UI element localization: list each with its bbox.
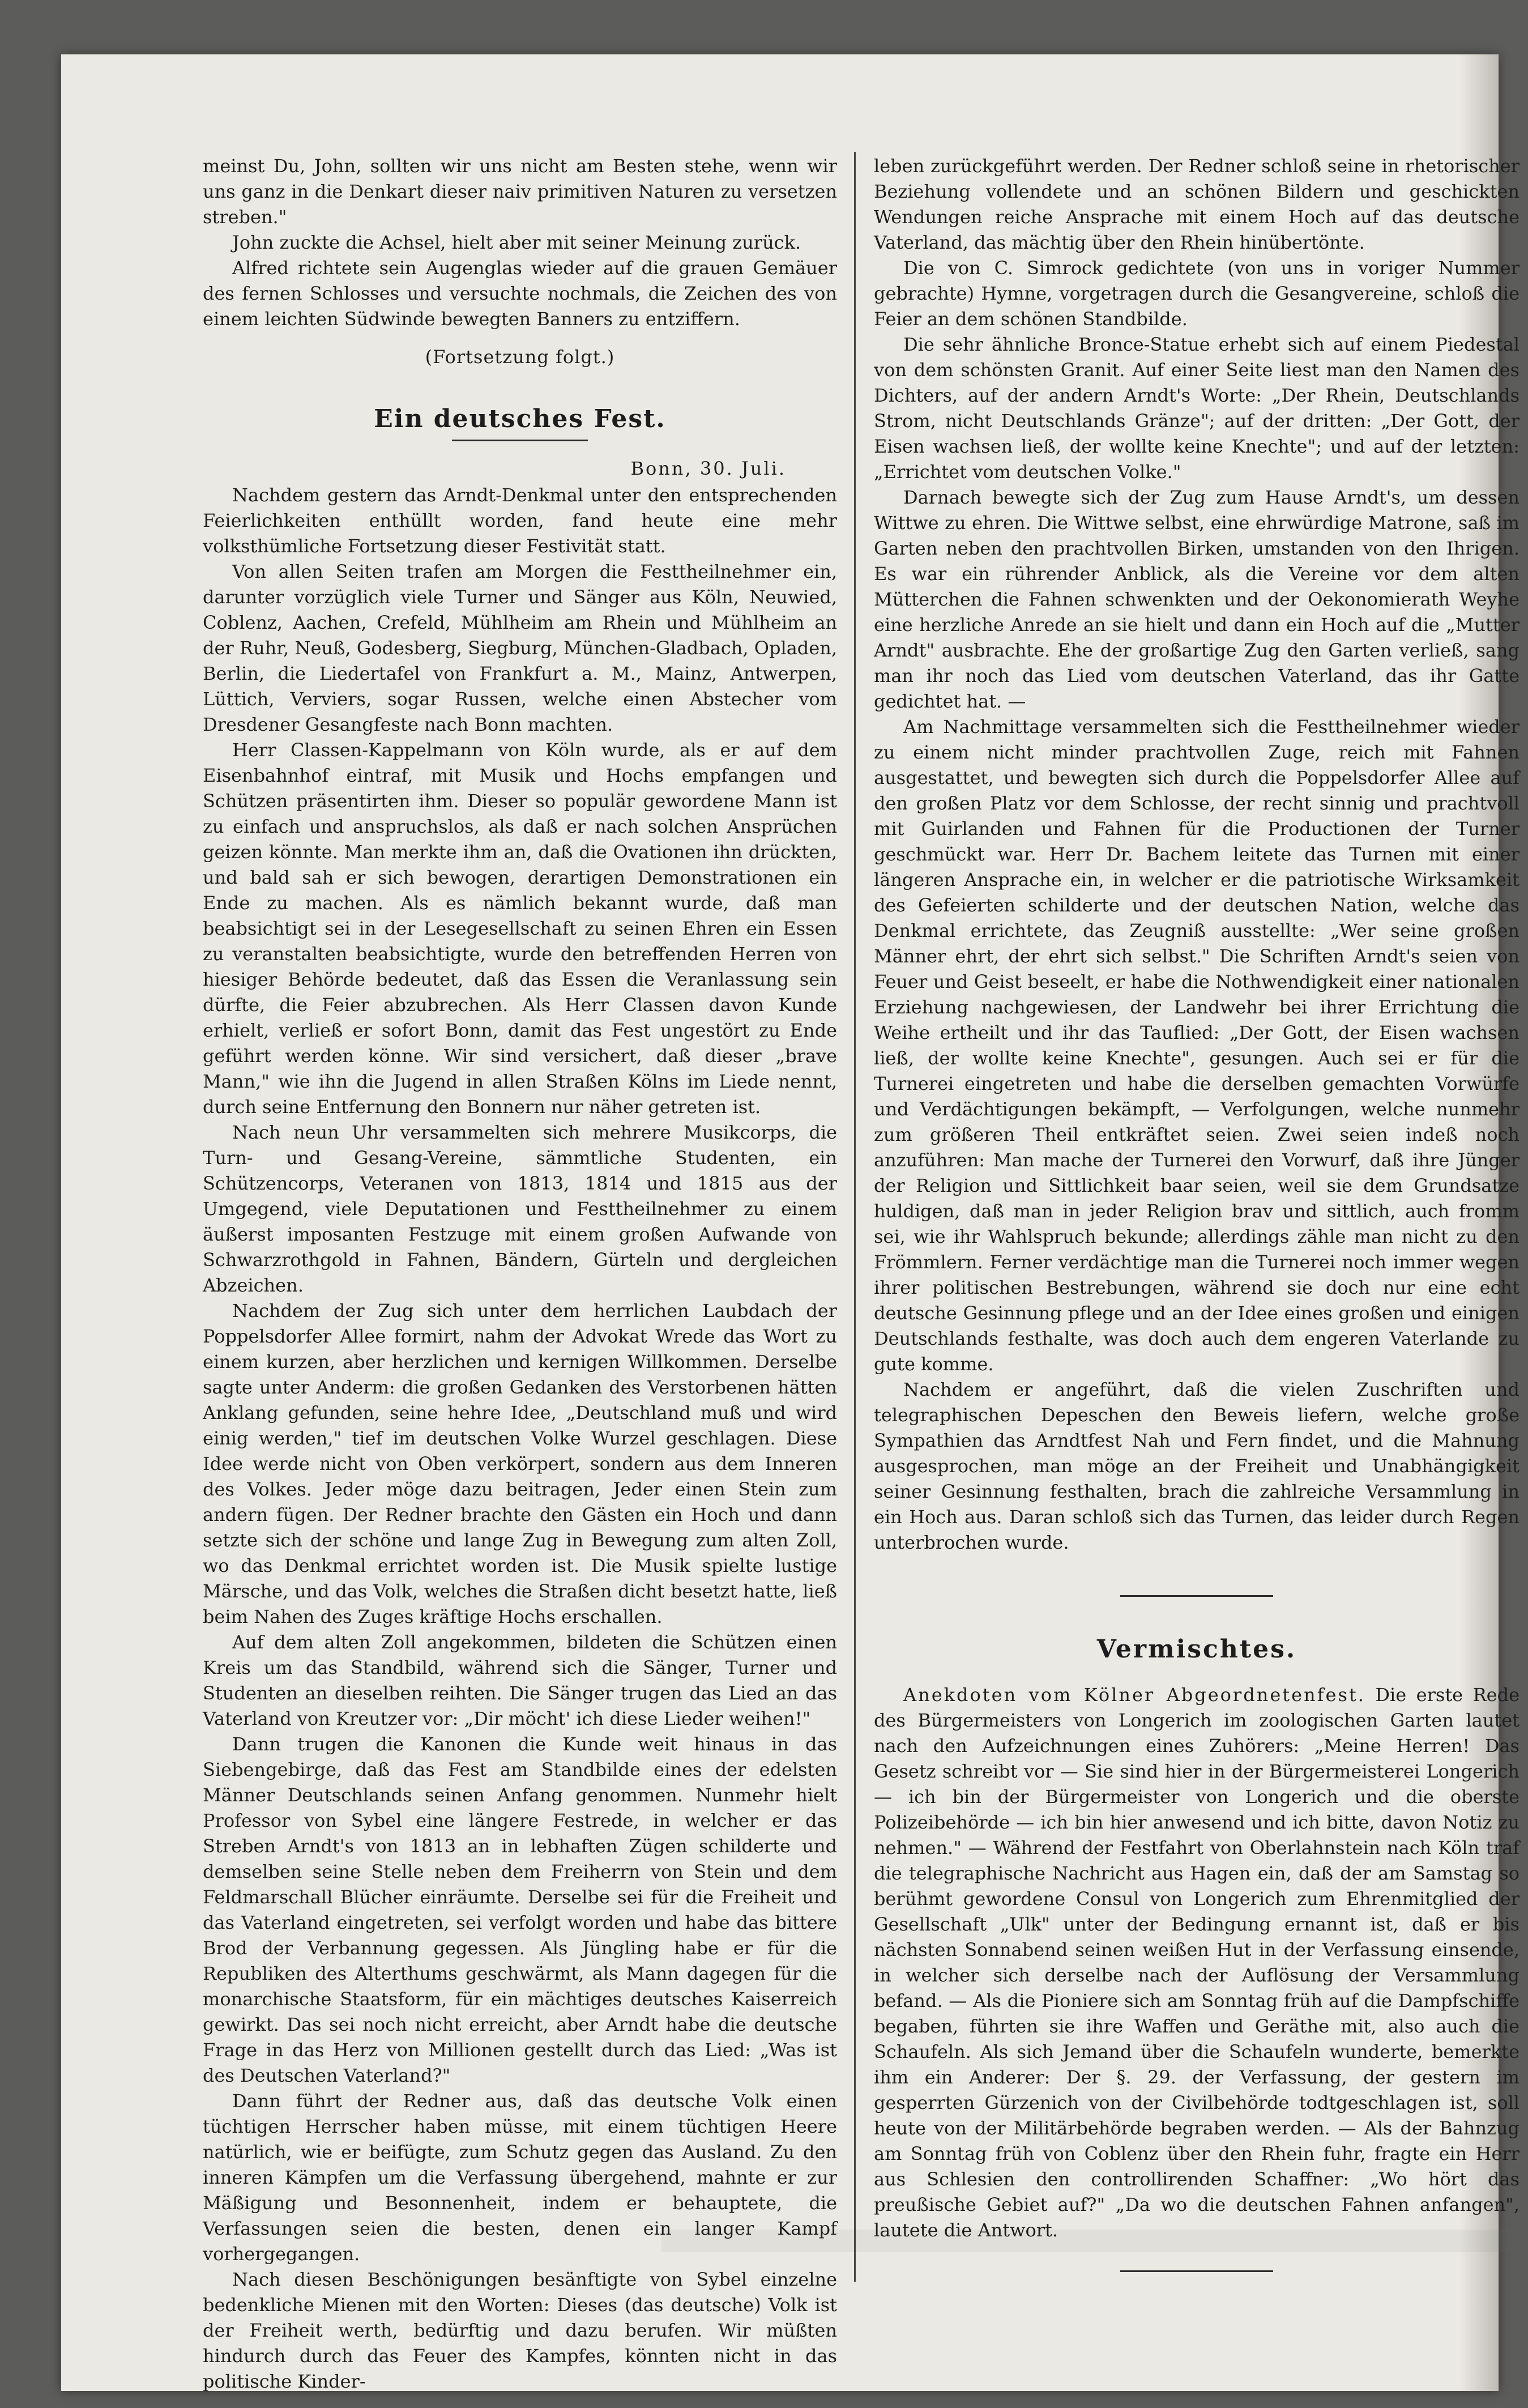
article-paragraph: Darnach bewegte sich der Zug zum Hause Arndt's, um dessen Wittwe zu ehren. Die Wittwe selbst, eine ehrwürdige Matrone, saß im Garten neben den prachtvollen Birken, umstanden von den Ihrigen. Es war ein rührender Anblick, als die Vereine vor dem alten Mütterchen die Fahnen schwenkten und der Oekonomierath Weyhe eine herzliche Anrede an sie hielt und dann ein Hoch auf die „Mutter Arndt" ausbrachte. Ehe der großartige Zug den Garten verließ, sang man ihr noch das Lied vom deutschen Vaterland, das ihr Gatte gedichtet hat. — (874, 487, 1520, 712)
column-divider (854, 152, 856, 2282)
misc-lead: Anekdoten vom Kölner Abgeordnetenfest. (903, 1684, 1365, 1706)
article-paragraph: Nach neun Uhr versammelten sich mehrere Musikcorps, die Turn- und Gesang-Vereine, sämmtliche Studenten, ein Schützencorps, Veteranen von 1813, 1814 und 1815 aus der Umgegend, viele Deputationen und Festtheilnehmer zu einem äußerst imposanten Festzuge mit einem großen Aufwande von Schwarzrothgold in Fahnen, Bändern, Gürteln und dergleichen Abzeichen. (203, 1122, 837, 1296)
section-rule (1120, 1595, 1273, 1597)
newspaper-page (61, 54, 1520, 2392)
article-paragraph: Von allen Seiten trafen am Morgen die Festtheilnehmer ein, darunter vorzüglich viele Turner und Sänger aus Köln, Neuwied, Coblenz, Aachen, Crefeld, Mühlheim am Rhein und Mühlheim an der Ruhr, Neuß, Godesberg, Siegburg, München-Gladbach, Opladen, Berlin, die Liedertafel von Frankfurt a. M., Mainz, Antwerpen, Lüttich, Verviers, sogar Russen, welche einen Abstecher vom Dresdener Gesangfeste nach Bonn machten. (203, 561, 837, 735)
story-paragraph: John zuckte die Achsel, hielt aber mit seiner Meinung zurück. (232, 232, 801, 253)
article-paragraph: Dann führt der Redner aus, daß das deutsche Volk einen tüchtigen Herrscher haben müsse, mit einem tüchtigen Heere natürlich, wie er beifügte, zum Schutz gegen das Ausland. Zu den inneren Kämpfen um die Verfassung übergehend, mahnte er zur Mäßigung und Besonnenheit, indem er behauptete, die Verfassungen seien die besten, denen ein langer Kampf vorhergegangen. (203, 2090, 837, 2265)
article-paragraph: Herr Classen-Kappelmann von Köln wurde, als er auf dem Eisenbahnhof eintraf, mit Musik und Hochs empfangen und Schützen präsentirten ihm. Dieser so populär gewordene Mann ist zu einfach und anspruchslos, als daß er nach solchen Ansprüchen geizen könnte. Man merkte ihm an, daß die Ovationen ihn drückten, und bald sah er sich bewogen, derartigen Demonstrationen ein Ende zu machen. Als es nämlich bekannt wurde, daß man beabsichtigt sei in der Lesegesellschaft zu seinen Ehren ein Essen zu veranstalten beabsichtigte, wurde den betreffenden Herren von hiesiger Behörde bedeutet, daß das Essen die Veranlassung sein dürfte, die Feier abzubrechen. Als Herr Classen davon Kunde erhielt, verließ er sofort Bonn, damit das Fest ungestört zu Ende geführt werden könne. Wir sind versichert, daß dieser „brave Mann," wie ihn die Jugend in allen Straßen Kölns im Liede nennt, durch seine Entfernung den Bonnern nur näher getreten ist. (203, 739, 837, 1118)
article-paragraph: Auf dem alten Zoll angekommen, bildeten die Schützen einen Kreis um das Standbild, während sich die Sänger, Turner und Studenten an dieselben reihten. Die Sänger trugen das Lied an das Vaterland von Kreutzer vor: „Dir möcht' ich diese Lieder weihen!" (203, 1631, 837, 1729)
dateline: Bonn, 30. Juli. (630, 458, 786, 479)
article-paragraph: Am Nachmittage versammelten sich die Festtheilnehmer wieder zu einem nicht minder prachtvollen Zuge, reich mit Fahnen ausgestattet, und bewegten sich durch die Poppelsdorfer Allee auf den großen Platz vor dem Schlosse, der recht sinnig und prachtvoll mit Guirlanden und Fahnen für die Productionen der Turner geschmückt war. Herr Dr. Bachem leitete das Turnen mit einer längeren Ansprache ein, in welcher er die patriotische Wirksamkeit des Gefeierten schilderte und der deutschen Nation, welche das Denkmal errichtete, das Zeugniß ausstellte: „Wer seine großen Männer ehrt, der ehrt sich selbst." Die Schriften Arndt's seien von Feuer und Geist beseelt, er habe die Nothwendigkeit einer nationalen Erziehung nachgewiesen, der Landwehr bei ihrer Errichtung die Weihe ertheilt und ihr das Tauflied: „Der Gott, der Eisen wachsen ließ, der wollte keine Knechte", gesungen. Auch sei er für die Turnerei eingetreten und habe die derselben gemachten Vorwürfe und Verdächtigungen bekämpft, — Verfolgungen, welche nunmehr zum größeren Theil entkräftet seien. Zwei seien indeß noch anzuführen: Man mache der Turnerei den Vorwurf, daß ihre Jünger der Religion und Sittlichkeit baar seien, weil sie dem Grundsatze huldigen, daß man in jeder Religion brav und sittlich, auch fromm sei, wie ihr Wahlspruch bekunde; allerdings zähle man nicht zu den Frömmlern. Ferner verdächtige man die Turnerei noch immer wegen ihrer politischen Bestrebungen, während sie doch nur eine echt deutsche Gesinnung pflege und an der Idee eines großen und einigen Deutschlands festhalte, was doch auch dem engeren Vaterlande zu gute komme. (874, 716, 1520, 1375)
section-title: Vermischtes. (1096, 1635, 1297, 1664)
misc-paragraph (874, 1682, 1520, 2243)
end-rule (1120, 2270, 1273, 2272)
article-paragraph: Nachdem der Zug sich unter dem herrlichen Laubdach der Poppelsdorfer Allee formirt, nahm der Advokat Wrede das Wort zu einem kurzen, aber herzlichen und kernigen Willkommen. Derselbe sagte unter Anderm: die großen Gedanken des Verstorbenen hätten Anklang gefunden, seine hehre Idee, „Deutschland muß und wird einig werden," tief im deutschen Volke Wurzel geschlagen. Diese Idee werde nicht von Oben verkörpert, sondern aus dem Inneren des Volkes. Jeder möge dazu beitragen, Jeder einen Stein zum andern fügen. Der Redner brachte den Gästen ein Hoch und dann setzte sich der schöne und lange Zug in Bewegung zum alten Zoll, wo das Denkmal errichtet worden ist. Die Musik spielte lustige Märsche, und das Volk, welches die Straßen dicht besetzt hatte, ließ beim Nahen des Zuges kräftige Hochs erschallen. (203, 1300, 837, 1627)
article-paragraph: Dann trugen die Kanonen die Kunde weit hinaus in das Siebengebirge, daß das Fest am Standbilde eines der edelsten Männer Deutschlands seinen Anfang genommen. Nunmehr hielt Professor von Sybel eine längere Festrede, in welcher er das Streben Arndt's von 1813 an in lebhaften Zügen schilderte und demselben seine Stelle neben dem Freiherrn von Stein und dem Feldmarschall Blücher einräumte. Derselbe sei für die Freiheit und das Vaterland eingetreten, sei verfolgt worden und habe das bittere Brod der Verbannung gegessen. Als Jüngling habe er für die Republiken des Alterthums geschwärmt, als Mann dagegen für die monarchische Staatsform, für ein mächtiges deutsches Kaiserreich gewirkt. Das sei noch nicht erreicht, aber Arndt habe die deutsche Frage in das Herz von Millionen gestellt durch das Lied: „Was ist des Deutschen Vaterland?" (203, 1733, 837, 2086)
article-paragraph: Nach diesen Beschönigungen besänftigte von Sybel einzelne bedenkliche Mienen mit den Worten: Dieses (das deutsche) Volk ist der Freiheit werth, bedürftig und dazu berufen. Wir müßten hindurch durch das Feuer des Kampfes, könnten nicht in das politische Kinder- (203, 2269, 837, 2392)
title-rule (452, 440, 588, 441)
article-paragraph: Nachdem er angeführt, daß die vielen Zuschriften und telegraphischen Depeschen den Beweis liefern, welche große Sympathien das Arndtfest Nah und Fern findet, und die Mahnung ausgesprochen, man möge an der Freiheit und Unabhängigkeit seiner Gesinnung festhalten, brach die zahlreiche Versammlung in ein Hoch aus. Daran schloß sich das Turnen, das leider durch Regen unterbrochen wurde. (874, 1379, 1520, 1553)
continuation-note: (Fortsetzung folgt.) (425, 346, 615, 368)
right-column (874, 154, 1520, 2272)
article-title: Ein deutsches Fest. (374, 404, 666, 433)
article-paragraph: Die sehr ähnliche Bronce-Statue erhebt sich auf einem Piedestal von dem schönsten Granit. Auf einer Seite liest man den Namen des Dichters, auf der andern Arndt's Worte: „Der Rhein, Deutschlands Strom, nicht Deutschlands Gränze"; auf der dritten: „Der Gott, der Eisen wachsen ließ, der wollte keine Knechte"; und auf der letzten: „Errichtet vom deutschen Volke." (874, 334, 1520, 483)
story-paragraph: meinst Du, John, sollten wir uns nicht am Besten stehe, wenn wir uns ganz in die Denkart dieser naiv primitiven Naturen zu versetzen streben." (203, 155, 837, 228)
article-paragraph: Nachdem gestern das Arndt-Denkmal unter den entsprechenden Feierlichkeiten enthüllt worden, fand heute eine mehr volksthümliche Fortsetzung dieser Festivität statt. (203, 484, 837, 557)
misc-text: Die erste Rede des Bürgermeisters von Longerich im zoologischen Garten lautet nach den Aufzeichnungen eines Zuhörers: „Meine Herren! Das Gesetz schreibt vor — Sie sind hier in der Bürgermeisterei Longerich — ich bin der Bürgermeister von Longerich und die oberste Polizeibehörde — ich bin hier anwesend und ich bitte, davon Notiz zu nehmen." — Während der Festfahrt von Oberlahnstein nach Köln traf die telegraphische Nachricht aus Hagen ein, daß der am Samstag so berühmt gewordene Consul von Longerich zum Ehrenmitglied der Gesellschaft „Ulk" unter der Bedingung ernannt ist, daß er bis nächsten Sonnabend seinen weißen Hut in der Verfassung einsende, in welcher sich derselbe nach der Auflösung der Versammlung befand. — Als die Pioniere sich am Sonntag früh auf die Dampfschiffe begaben, führten sie ihre Waffen und Geräthe mit, also auch die Schaufeln. Als sich Jemand über die Schaufeln wunderte, bemerkte ihm ein Anderer: Der §. 29. der Verfassung, der gestern im gesperrten Gürzenich von der Civilbehörde todtgeschlagen ist, soll heute von der Militärbehörde begraben werden. — Als der Bahnzug am Sonntag früh von Coblenz über den Rhein fuhr, fragte ein Herr aus Schlesien den controllirenden Schaffner: „Wo hört das preußische Gebiet auf?" „Da wo die deutschen Fahnen anfangen", lautete die Antwort. (874, 1684, 1520, 2241)
story-paragraph: Alfred richtete sein Augenglas wieder auf die grauen Gemäuer des fernen Schlosses und versuchte nochmals, die Zeichen des von einem leichten Südwinde bewegten Banners zu entziffern. (203, 257, 837, 330)
article-paragraph: Die von C. Simrock gedichtete (von uns in voriger Nummer gebrachte) Hymne, vorgetragen durch die Gesangvereine, schloß die Feier an dem schönen Standbilde. (874, 257, 1520, 330)
left-column (203, 154, 837, 2394)
article-paragraph: leben zurückgeführt werden. Der Redner schloß seine in rhetorischer Beziehung vollendete und an schönen Bildern und geschickten Wendungen reiche Ansprache mit einem Hoch auf das deutsche Vaterland, das mächtig über den Rhein hinübertönte. (874, 155, 1520, 253)
